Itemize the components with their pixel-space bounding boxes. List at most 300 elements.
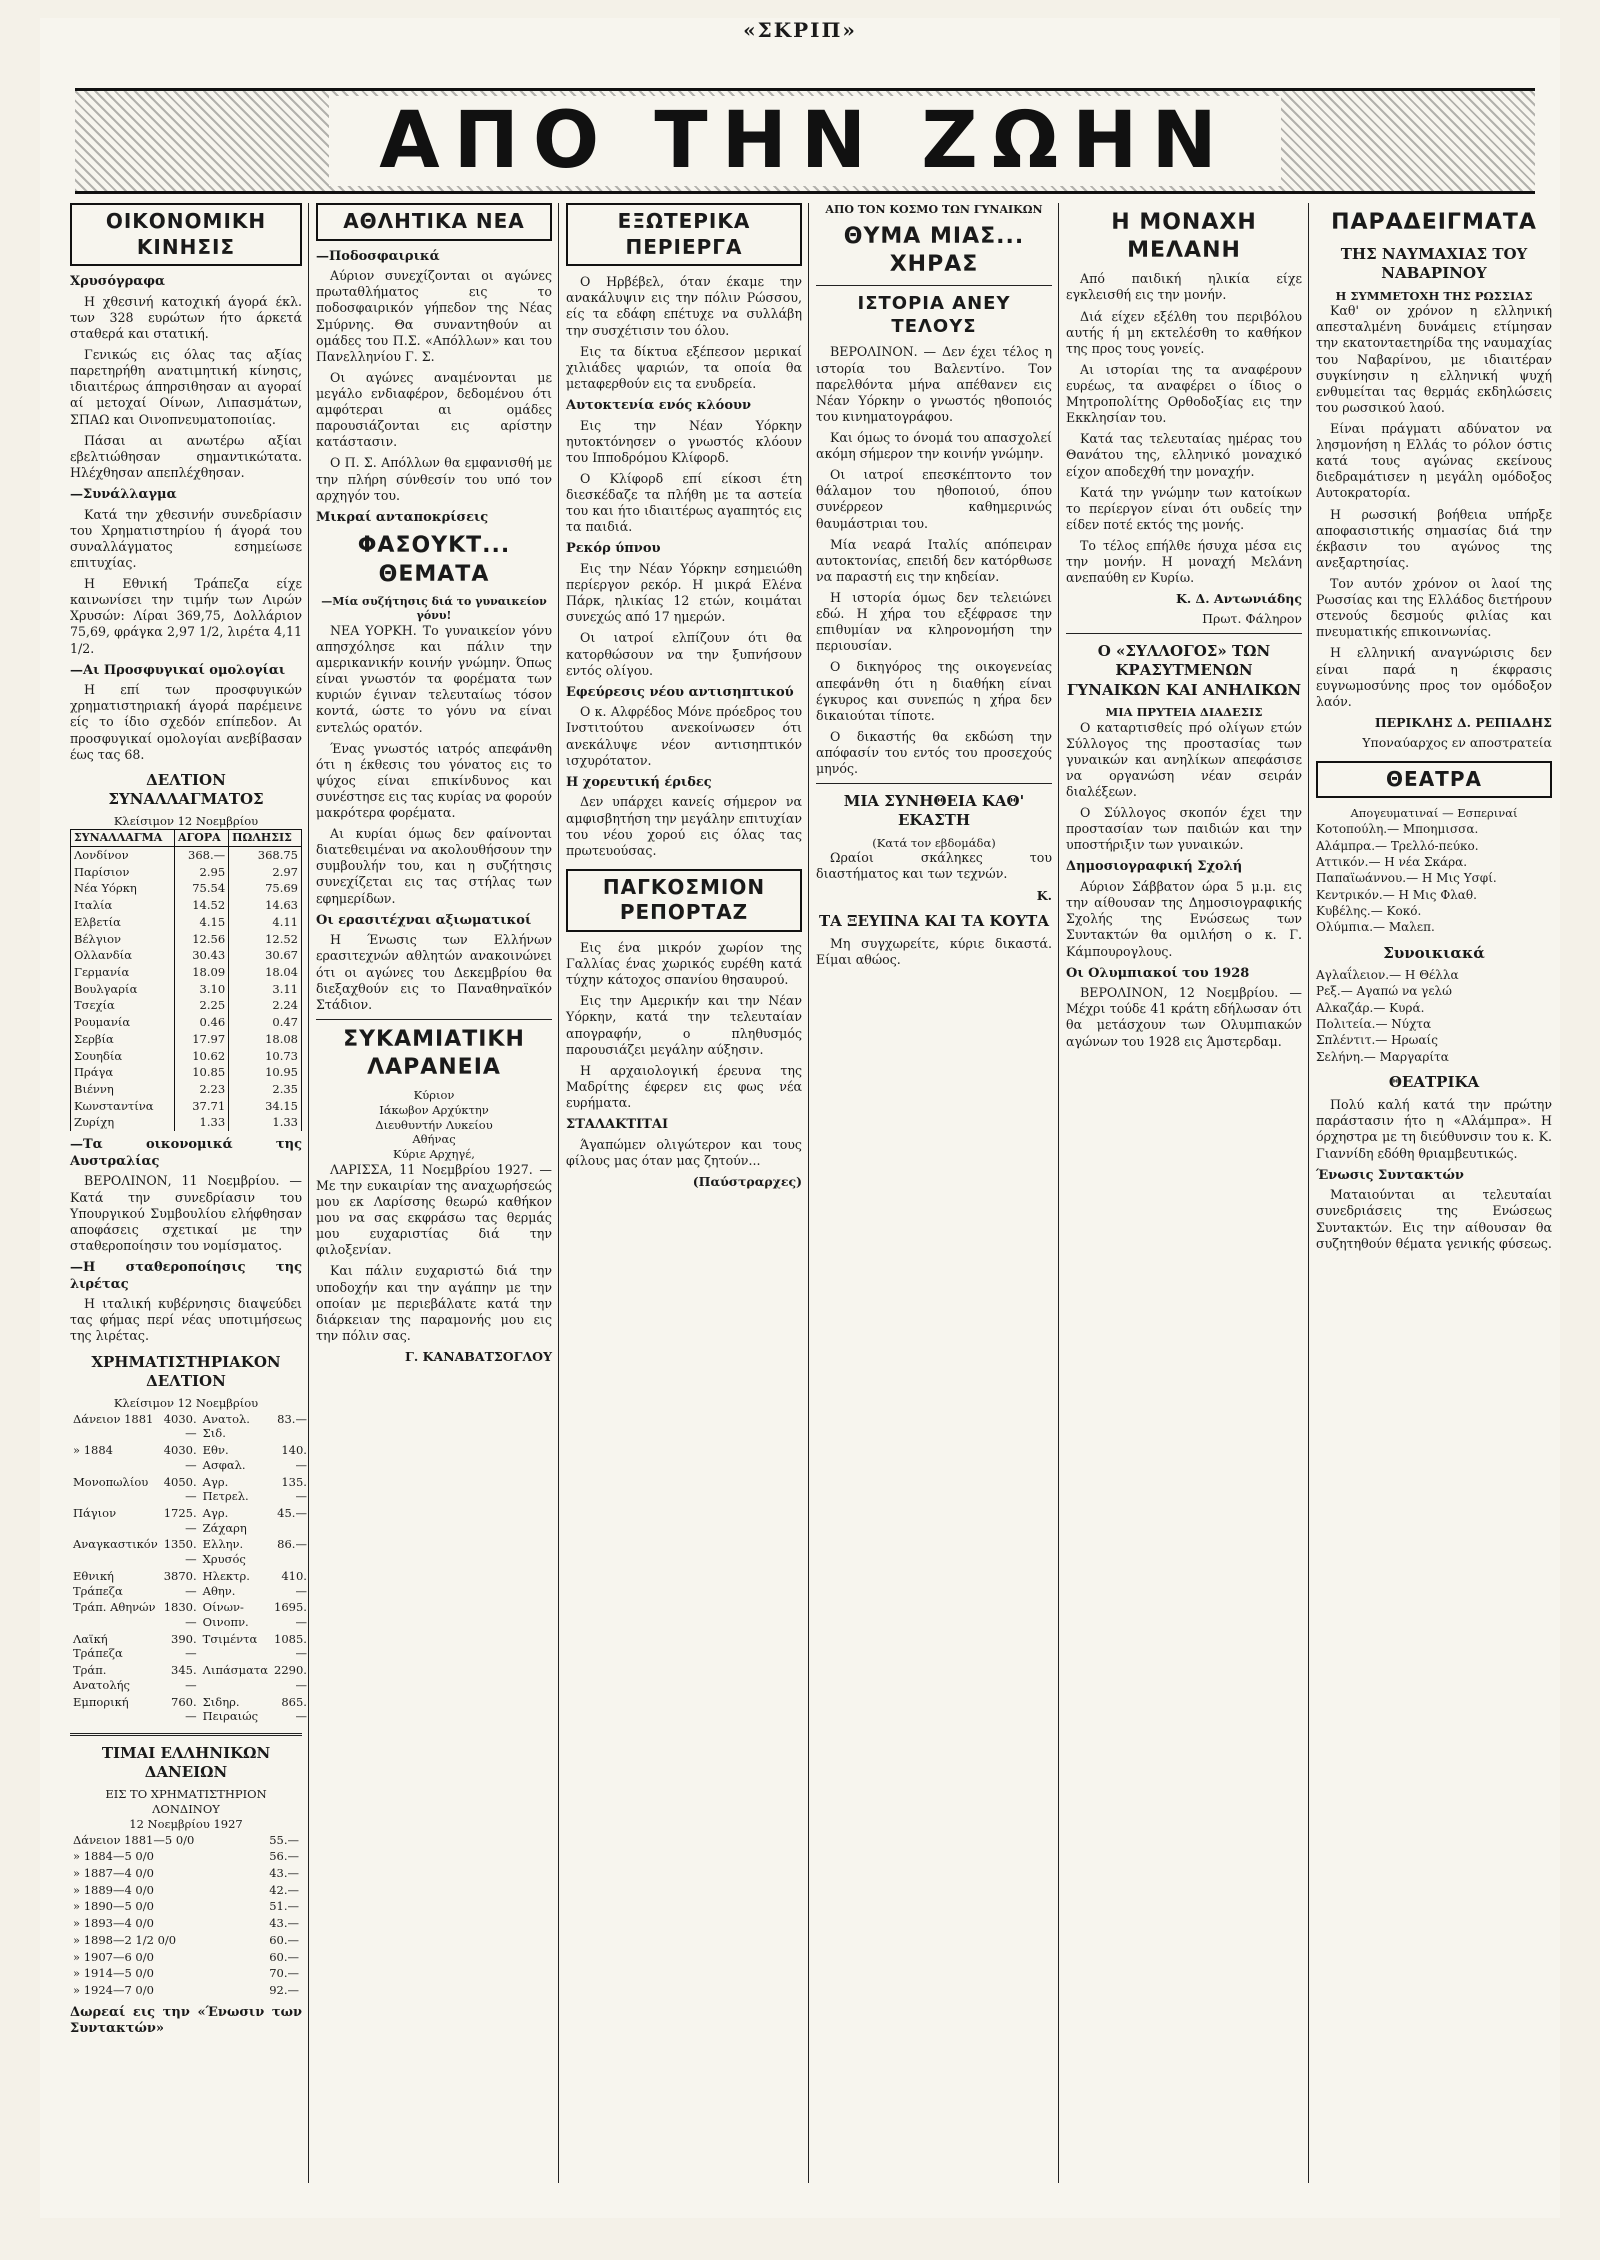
paragraph: Πάσαι αι ανωτέρω αξίαι εβελτιώθησαν σημαντικώτατα. Ηλέχθησαν απεπλέχθησαν. bbox=[70, 432, 302, 480]
table-cell: 2.24 bbox=[229, 997, 302, 1014]
table-cell: » 1890—5 0/0 bbox=[73, 1899, 154, 1914]
table-cell: » 1889—4 0/0 bbox=[73, 1882, 154, 1897]
paragraph: Η ρωσσική βοήθεια υπήρξε αποφασιστικής σημασίας διά την έκβασιν του αγώνος της ανεξαρτησίας. bbox=[1316, 506, 1552, 570]
subheading: —Ποδοσφαιρικά bbox=[316, 248, 440, 264]
paragraph: Και όμως το όνομά του απασχολεί ακόμη σήμερον την κοινήν γνώμην. bbox=[816, 430, 1052, 462]
stock-table-date: Κλείσιμον 12 Νοεμβρίου bbox=[113, 1395, 259, 1410]
table-cell: 1695.— bbox=[274, 1600, 307, 1629]
table-row bbox=[71, 1031, 302, 1048]
paragraph: Ωραίοι σκάληκες του διαστήματος και των τεχνών. bbox=[816, 850, 1052, 882]
paragraph: Δεν υπάρχει κανείς σήμερον να αμφισβητήση την μεγάλην επιτυχίαν του νέου χορού εις όλας τας πρωτευούσας. bbox=[566, 794, 802, 858]
table-cell: 70.— bbox=[269, 1966, 299, 1981]
table-cell: » 1924—7 0/0 bbox=[73, 1983, 154, 1998]
subheading: Ρεκόρ ύπνου bbox=[566, 541, 661, 557]
table-cell: 1725.— bbox=[163, 1505, 197, 1535]
list-item: Κυβέλης.— Κοκό. bbox=[1316, 903, 1422, 918]
paragraph: Ο κ. Αλφρέδος Μόνε πρόεδρος του Ινστιτούτου ανεκοίνωσεν ότι ανεκάλυψε νέον αντισηπτικόν ισχυρότατον. bbox=[566, 704, 802, 768]
table-row bbox=[71, 981, 302, 998]
paragraph: Ένας γνωστός ιατρός απεφάνθη ότι η έκθεσις του γόνατος εις το ψύχος είναι επικίνδυνος και συνέστησε εις τας κυρίας να φορούν μακρότερα φορέματα. bbox=[316, 740, 553, 821]
loans-subtitle: ΕΙΣ ΤΟ ΧΡΗΜΑΤΙΣΤΗΡΙΟΝ ΛΟΝΔΙΝΟΥ bbox=[105, 1787, 267, 1817]
subheading: ΣΤΑΛΑΚΤΙΤΑΙ bbox=[566, 1117, 669, 1133]
table-cell: 2.25 bbox=[174, 997, 228, 1014]
column-divider bbox=[1308, 203, 1309, 2183]
paragraph: ΒΕΡΟΛΙΝΟΝ, 11 Νοεμβρίου. — Κατά την συνεδρίασιν του Υπουργικού Συμβουλίου ελήφθησαν αποφάσεις σχετικαί με την σταθεροποίησιν του νομίσματος. bbox=[70, 1173, 302, 1253]
signature-note: Υποναύαρχος εν αποστρατεία bbox=[1362, 734, 1552, 750]
table-cell: 12.52 bbox=[229, 931, 302, 948]
paragraph: Πολύ καλή κατά την πρώτην παράστασιν ήτο η «Αλάμπρα». Η όρχηστρα με τη διεύθυνσιν του κ. Κ. Γιαννίδη εδόθη θριαμβευτικώς. bbox=[1316, 1097, 1552, 1161]
paragraph: Εις ένα μικρόν χωρίον της Γαλλίας ένας χωρικός ευρέθη κατά τύχην κάτοχος σπανίου θησαυρού. bbox=[566, 940, 802, 988]
section-heading: ΠΑΓΚΟΣΜΙΟΝ ΡΕΠΟΡΤΑΖ bbox=[566, 869, 802, 932]
table-row bbox=[71, 1098, 302, 1115]
letter-addressee: Ιάκωβον Αρχύκτην bbox=[379, 1102, 489, 1117]
table-cell: 2290.— bbox=[274, 1663, 307, 1692]
table-cell: Εθνική Τράπεζα bbox=[73, 1568, 123, 1598]
column-divider bbox=[808, 203, 809, 2183]
table-cell: 30.43 bbox=[174, 947, 228, 964]
table-cell: Ελβετία bbox=[71, 914, 175, 931]
table-cell: 42.— bbox=[269, 1882, 299, 1897]
paragraph: Η χθεσινή κατοχική άγορά έκλ. των 328 ευρώτων ήτο άρκετά σταθερά και στατική. bbox=[70, 293, 302, 342]
table-cell: 2.23 bbox=[174, 1081, 228, 1098]
table-cell: Μονοπωλίου bbox=[73, 1474, 149, 1489]
table-row bbox=[70, 1848, 302, 1865]
subheading: —Τα οικονομικά της Αυστραλίας bbox=[70, 1137, 302, 1169]
table-cell: 60.— bbox=[269, 1949, 299, 1964]
table-cell: 83.— bbox=[277, 1411, 307, 1426]
paragraph: Είναι πράγματι αδύνατον να λησμονήση η Ελλάς το ρόλον όστις κατά τους αγώνας εκείνους διεδραμάτισεν η μεγάλη ομόδοξος Αυτοκρατορία. bbox=[1316, 421, 1552, 501]
article-headline: ΠΑΡΑΔΕΙΓΜΑΤΑ bbox=[1331, 210, 1537, 235]
paragraph: Αι ιστορίαι της τα αναφέρουν ευρέως, τα αναφέρει ο ίδιος ο Μητροπολίτης Ορθοδοξίας εις την Εκκλησίαν του. bbox=[1066, 361, 1302, 426]
column-header: ΣΥΝΑΛΛΑΓΜΑ bbox=[71, 829, 175, 846]
table-cell: Βιέννη bbox=[71, 1081, 175, 1098]
table-cell: 1085.— bbox=[274, 1631, 307, 1661]
section-heading: ΘΕΑΤΡΑ bbox=[1316, 761, 1552, 799]
table-cell: 55.— bbox=[269, 1832, 299, 1847]
table-cell: Ολλανδία bbox=[71, 947, 175, 964]
loans-title: ΤΙΜΑΙ ΕΛΛΗΝΙΚΩΝ ΔΑΝΕΙΩΝ bbox=[101, 1744, 271, 1782]
table-cell: 4.15 bbox=[174, 914, 228, 931]
paragraph: Μία νεαρά Ιταλίς απόπειραν αυτοκτονίας, επειδή δεν κατόρθωσε να παραστή εις την κηδείαν. bbox=[816, 536, 1052, 584]
subheading: Ένωσις Συντακτών bbox=[1316, 1167, 1464, 1183]
article-headline: Η ΜΟΝΑΧΗ ΜΕΛΑΝΗ bbox=[1111, 210, 1257, 264]
table-cell: 140.— bbox=[281, 1443, 307, 1472]
loans-date: 12 Νοεμβρίου 1927 bbox=[129, 1816, 243, 1831]
table-cell: 75.54 bbox=[174, 880, 228, 897]
table-cell: 10.62 bbox=[174, 1048, 228, 1065]
banner-title: ΑΠΟ ΤΗΝ ΖΩΗΝ bbox=[379, 96, 1231, 186]
table-cell: 86.— bbox=[277, 1537, 307, 1552]
paragraph: Κατά την γνώμην των κατοίκων το περίεργον είναι ότι ουδείς την είδεν ποτέ εκτός της μονής. bbox=[1066, 484, 1302, 532]
table-row bbox=[70, 1442, 310, 1473]
table-cell: Σερβία bbox=[71, 1031, 175, 1048]
table-row bbox=[70, 1694, 310, 1725]
article-subheadline: ΙΣΤΟΡΙΑ ΑΝΕΥ ΤΕΛΟΥΣ bbox=[857, 293, 1011, 338]
list-item: Παπαϊωάννου.— Η Μις Υσφί. bbox=[1316, 871, 1497, 886]
paragraph: Οι ιατροί επεσκέπτοντο τον θάλαμον του ηθοποιού, όπου συνέρρεον καθημερινώς θαυμάστριαι του. bbox=[816, 467, 1052, 531]
table-cell: 18.09 bbox=[174, 964, 228, 981]
table-cell: Παρίσιον bbox=[71, 864, 175, 881]
section-heading: ΑΘΛΗΤΙΚΑ ΝΕΑ bbox=[316, 203, 552, 241]
subheading: Αυτοκτενία ενός κλόουν bbox=[566, 397, 752, 413]
table-row bbox=[70, 1536, 310, 1567]
signature-note: Πρωτ. Φάληρον bbox=[1202, 611, 1302, 627]
table-row bbox=[70, 1599, 310, 1630]
table-cell: Βουλγαρία bbox=[71, 981, 175, 998]
table-cell: Σουηδία bbox=[71, 1048, 175, 1065]
article-headline: Ο «ΣΥΛΛΟΓΟΣ» ΤΩΝ ΚΡΑΣΥΤΜΕΝΩΝ ΓΥΝΑΙΚΩΝ ΚΑΙ ΑΝΗΛΙΚΩΝ bbox=[1066, 642, 1302, 699]
table-cell: Τράπ. Αθηνών bbox=[73, 1600, 156, 1615]
table-cell: » 1898—2 1/2 0/0 bbox=[73, 1932, 177, 1947]
theatre-list bbox=[1316, 968, 1552, 1065]
signature: Κ. bbox=[1036, 887, 1052, 903]
table-cell: 10.85 bbox=[174, 1064, 228, 1081]
article-kicker: Η ΣΥΜΜΕΤΟΧΗ ΤΗΣ ΡΩΣΣΙΑΣ bbox=[1335, 288, 1533, 303]
table-cell: 14.63 bbox=[229, 897, 302, 914]
table-cell: 135.— bbox=[281, 1474, 307, 1504]
table-cell: Λαϊκή Τράπεζα bbox=[73, 1631, 123, 1661]
table-cell: 43.— bbox=[269, 1866, 299, 1880]
divider bbox=[816, 783, 1052, 784]
table-row bbox=[70, 1568, 310, 1599]
table-cell: 760.— bbox=[171, 1694, 197, 1724]
table-cell: Νέα Υόρκη bbox=[71, 880, 175, 897]
table-cell: 30.67 bbox=[229, 947, 302, 964]
table-row bbox=[70, 1662, 310, 1693]
subheading: Δωρεαί εις την «Ένωσιν των Συντακτών» bbox=[70, 2004, 302, 2037]
paragraph: Άγαπώμεν ολιγώτερον και τους φίλους μας όταν μας ζητούν... bbox=[566, 1136, 802, 1168]
paragraph: Η αρχαιολογική έρευνα της Μαδρίτης έφερεν εις φως νέα ευρήματα. bbox=[566, 1062, 802, 1111]
table-cell: 4050.— bbox=[163, 1474, 197, 1504]
table-cell: Βέλγιον bbox=[71, 931, 175, 948]
banner-title-box bbox=[329, 96, 1280, 186]
table-cell: Αγρ. Πετρελ. bbox=[202, 1474, 249, 1504]
paragraph: Ματαιούνται αι τελευταίαι συνεδριάσεις της Ενώσεως Συντακτών. Εις την αίθουσαν θα συζητηθούν θέματα γενικής φύσεως. bbox=[1316, 1187, 1552, 1251]
paragraph: ΛΑΡΙΣΣΑ, 11 Νοεμβρίου 1927. — Με την ευκαιρίαν της αναχωρήσεώς μου εκ Λαρίσσης θεωρώ καθήκον μου να σας εκφράσω τας θερμάς μου ευχαριστίας διά την φιλοξενίαν. bbox=[316, 1161, 552, 1258]
subheading: Εφεύρεσις νέου αντισηπτικού bbox=[566, 684, 794, 700]
theatre-list bbox=[1316, 822, 1552, 936]
table-cell: 45.— bbox=[277, 1505, 307, 1520]
paragraph: Αύριον συνεχίζονται οι αγώνες πρωταθλήματος εις το ποδοσφαιρικόν γήπεδον της Νέας Σμύρνης. Θα συναντηθούν αι ομάδες του Π.Σ. «Απόλλων» και του Πανελληνίου Γ. Σ. bbox=[316, 268, 552, 364]
table-cell: 10.73 bbox=[229, 1048, 302, 1065]
table-cell: 2.95 bbox=[174, 864, 228, 881]
table-row bbox=[70, 1898, 302, 1915]
list-item: Αλάμπρα.— Τρελλό-πεύκο. bbox=[1316, 838, 1479, 853]
paragraph: ΒΕΡΟΛΙΝΟΝ, 12 Νοεμβρίου. — Μέχρι τούδε 41 κράτη εδήλωσαν ότι θα μετάσχουν των Ολυμπιακών αγώνων του 1928 εις Άμστερδαμ. bbox=[1066, 985, 1302, 1049]
column-economy bbox=[70, 203, 307, 2183]
divider bbox=[316, 1019, 552, 1020]
table-cell: 368.— bbox=[174, 846, 228, 863]
table-cell: 10.95 bbox=[229, 1064, 302, 1081]
section-kicker: ΑΠΟ ΤΟΝ ΚΟΣΜΟ ΤΩΝ ΓΥΝΑΙΚΩΝ bbox=[825, 203, 1043, 216]
paragraph: ΒΕΡΟΛΙΝΟΝ. — Δεν έχει τέλος η ιστορία του Βαλεντίνο. Τον παρελθόντα μήνα απέθανεν εις Νέαν Υόρκην ο γνωστός ηθοποιός του κινηματογράφου. bbox=[816, 344, 1052, 424]
table-row bbox=[71, 1064, 302, 1081]
list-item: Κεντρικόν.— Η Μις Φλαθ. bbox=[1316, 887, 1477, 902]
exchange-table-date: Κλείσιμον 12 Νοεμβρίου bbox=[113, 814, 259, 829]
table-cell: Γερμανία bbox=[71, 964, 175, 981]
table-cell: Ρουμανία bbox=[71, 1014, 175, 1031]
table-cell: 390.— bbox=[171, 1631, 197, 1661]
table-cell: Ηλεκτρ. Αθην. bbox=[202, 1568, 250, 1598]
table-cell: 3870.— bbox=[163, 1568, 197, 1598]
subheading: ΘΕΑΤΡΙΚΑ bbox=[1388, 1073, 1480, 1092]
table-cell: 4030.— bbox=[163, 1443, 197, 1472]
subheading: Απογευματιναί — Εσπεριναί bbox=[1350, 806, 1518, 821]
paragraph: Η Εθνική Τράπεζα είχε καινωνίσει την τιμήν των Λιρών Χρυσών: Λίραι 369,75, Δολλάριον 75,69, φράγκα 2,97 1/2, λιρέτα 4,11 1/2. bbox=[70, 576, 302, 656]
table-cell: 75.69 bbox=[229, 880, 302, 897]
subheading: Δημοσιογραφική Σχολή bbox=[1066, 859, 1243, 875]
table-cell: 12.56 bbox=[174, 931, 228, 948]
table-cell: 14.52 bbox=[174, 897, 228, 914]
subheading: —Συνάλλαγμα bbox=[70, 487, 177, 503]
column-navarino bbox=[1316, 203, 1552, 2183]
table-cell: 18.08 bbox=[229, 1031, 302, 1048]
table-cell: 410.— bbox=[281, 1568, 307, 1598]
paragraph: Τον αυτόν χρόνον οι λαοί της Ρωσσίας και της Ελλάδος διετήρουν στενούς δεσμούς φιλίας και πνευματικής επικοινωνίας. bbox=[1316, 576, 1552, 640]
table-cell: Λονδίνον bbox=[71, 846, 175, 863]
table-cell: 0.47 bbox=[229, 1014, 302, 1031]
table-row bbox=[71, 997, 302, 1014]
table-row bbox=[70, 1882, 302, 1899]
table-row bbox=[70, 1474, 310, 1505]
subheading: —Αι Προσφυγικαί ομολογίαι bbox=[70, 662, 286, 678]
table-cell: 92.— bbox=[269, 1983, 299, 1998]
table-row bbox=[70, 1915, 302, 1932]
table-row bbox=[70, 1832, 302, 1849]
paragraph: Ο δικηγόρος της οικογενείας απεφάνθη ότι η διαθήκη είναι έγκυρος και συνεπώς η χήρα δεν δικαιούται τίποτε. bbox=[816, 659, 1052, 723]
paragraph: Η επί των προσφυγικών χρηματιστηριακή άγορά παρέμεινε είς το ίδιο σχεδόν επίπεδον. Αι προσφυγικαί ομολογίαι ανεβίβασαν έως τας 68. bbox=[70, 682, 302, 762]
table-cell: 345.— bbox=[171, 1663, 197, 1692]
article-headline: ΘΥΜΑ ΜΙΑΣ... ΧΗΡΑΣ bbox=[843, 224, 1025, 278]
article-headline: ΣΥΚΑΜΙΑΤΙΚΗ ΛΑΡΑΝΕΙΑ bbox=[343, 1026, 525, 1081]
paragraph: Η ελληνική αναγνώρισις δεν είναι παρά η έκφρασις ευγνωμοσύνης προς τον ομόδοξον λαόν. bbox=[1316, 645, 1552, 709]
list-item: Κοτοπούλη.— Μποημισσα. bbox=[1316, 822, 1479, 837]
subheading: Οι ερασιτέχναι αξιωματικοί bbox=[316, 912, 532, 928]
table-cell: 1830.— bbox=[163, 1600, 197, 1629]
paragraph: Καθ' ον χρόνον η ελληνική απεσταλμένη δυνάμεις ετίμησαν την εκατονταετηρίδα της ναυμαχίας του Ναβαρίνου, με ιδιαιτέραν συγκίνησιν η ελληνική ψυχή ενθυμείται τας θερμάς εκδηλώσεις του ρωσσικού λαού. bbox=[1316, 303, 1552, 415]
subheading: Η χορευτική έριδες bbox=[566, 774, 712, 790]
paragraph: Εις τα δίκτυα εξέπεσον μερικαί χιλιάδες ψαριών, τα οποία θα μεταφερθούν εις τα ενυδρεία. bbox=[566, 343, 802, 391]
table-row bbox=[71, 1081, 302, 1098]
list-item: Ολύμπια.— Μαλεπ. bbox=[1316, 920, 1435, 935]
table-row bbox=[71, 947, 302, 964]
paragraph: Εις την Νέαν Υόρκην ηυτοκτόνησεν ο γνωστός κλόουν του Ιπποδρόμου Κλίφορδ. bbox=[566, 417, 802, 465]
table-row bbox=[70, 1982, 302, 1999]
paragraph: Ο δικαστής θα εκδώση την απόφασίν του εντός του προσεχούς μηνός. bbox=[816, 728, 1052, 777]
table-cell: 1350.— bbox=[163, 1537, 197, 1567]
column-divider bbox=[308, 203, 309, 2183]
paragraph: Κατά την χθεσινήν συνεδρίασιν του Χρηματιστηρίου ή άγορά του συναλλάγματος εσημείωσε επιτυχίας. bbox=[70, 506, 302, 570]
paragraph: Εις την Αμερικήν και την Νέαν Υόρκην, κατά την τελευταίαν απογραφήν, ο πληθυσμός παρουσιάζει μεγάλην αύξησιν. bbox=[566, 993, 802, 1057]
table-cell: Αναγκαστικόν bbox=[73, 1537, 158, 1552]
table-row bbox=[71, 1114, 302, 1131]
column-header: ΑΓΟΡΑ bbox=[174, 829, 228, 846]
table-cell: 3.10 bbox=[174, 981, 228, 998]
paragraph: Ο Σύλλογος σκοπόν έχει την προστασίαν των παιδιών και την υποστήριξιν των γυναικών. bbox=[1066, 805, 1302, 853]
letter-addressee: Διευθυντήν Λυκείου bbox=[375, 1117, 493, 1132]
list-item: Αττικόν.— Η νέα Σκάρα. bbox=[1316, 854, 1468, 869]
signature: (Παύστραρχες) bbox=[692, 1173, 802, 1189]
table-cell: 37.71 bbox=[174, 1098, 228, 1115]
paragraph: Εις την Νέαν Υόρκην εσημειώθη περίεργον ρεκόρ. Η μικρά Ελένα Πάρκ, ηλικίας 12 ετών, κοιμάται συνεχώς από 17 ημερών. bbox=[566, 560, 802, 625]
paragraph: Μη συγχωρείτε, κύριε δικαστά. Είμαι αθώος. bbox=[816, 935, 1052, 967]
paragraph: Οι ιατροί ελπίζουν ότι θα κατορθώσουν να την ξυπνήσουν εντός ολίγου. bbox=[566, 630, 802, 678]
article-headline: ΤΑ ΞΕΥΠΝΑ ΚΑΙ ΤΑ ΚΟΥΤΑ bbox=[818, 911, 1049, 930]
table-row bbox=[70, 1631, 310, 1662]
table-cell: Αγρ. Ζάχαρη bbox=[202, 1505, 247, 1535]
article-headline: ΜΙΑ ΣΥΝΗΘΕΙΑ ΚΑΘ' ΕΚΑΣΤΗ bbox=[843, 792, 1025, 830]
table-cell: 43.— bbox=[269, 1916, 299, 1931]
subheading: Μικραί ανταποκρίσεις bbox=[316, 509, 489, 525]
paragraph: Ο καταρτισθείς πρό ολίγων ετών Σύλλογος της προστασίας των γυναικών και ανηλίκων απεφάσισε να οργανώση νέαν σειράν διαλέξεων. bbox=[1066, 719, 1302, 799]
divider bbox=[1066, 633, 1302, 634]
table-cell: » 1893—4 0/0 bbox=[73, 1916, 154, 1931]
paragraph: Γενικώς εις όλας τας αξίας παρετηρήθη ανατιμητική κίνησις, ιδιαιτέρως άπηρσιθησαν αι αγοραί αί μετοχαί Οίνων, Λιπασμάτων, ΣΠΑΩ και Οινοπνευματοποιίας. bbox=[70, 347, 302, 427]
subheading: Οι Ολυμπιακοί του 1928 bbox=[1066, 965, 1250, 981]
section-heading: ΟΙΚΟΝΟΜΙΚΗ ΚΙΝΗΣΙΣ bbox=[70, 203, 302, 266]
column-women bbox=[816, 203, 1052, 2183]
table-row bbox=[70, 1865, 302, 1882]
masthead: «ΣΚΡΙΠ» bbox=[743, 18, 857, 42]
exchange-table-body bbox=[71, 846, 302, 1131]
article-kicker: —Μία συζήτησις διά το γυναικείον γόνυ! bbox=[321, 594, 547, 622]
signature: Γ. ΚΑΝΑΒΑΤΣΟΓΛΟΥ bbox=[405, 1348, 552, 1364]
letter-salutation: Κύριε Αρχηγέ, bbox=[393, 1147, 475, 1162]
table-cell: Σιδηρ. Πειραιώς bbox=[202, 1694, 259, 1724]
column-divider bbox=[1058, 203, 1059, 2183]
paragraph: Οι αγώνες αναμένονται με μεγάλο ενδιαφέρον, δεδομένου ότι αμφότεραι αι ομάδες παρουσιάζονται εις αρίστην κατάστασιν. bbox=[316, 369, 552, 450]
subheading: Χρυσόγραφα bbox=[70, 274, 166, 290]
paragraph: Ο Ηρβέβελ, όταν έκαμε την ανακάλυψιν εις την πόλιν Ρώσσου, είς τα εδάφη επέτυχε να συλλάβη την συσχέτισιν του όλου. bbox=[566, 274, 802, 338]
table-cell: 4030.— bbox=[163, 1411, 197, 1441]
column-nun bbox=[1066, 203, 1302, 2183]
table-cell: 2.97 bbox=[229, 864, 302, 881]
table-row bbox=[71, 897, 302, 914]
table-cell: 865.— bbox=[281, 1694, 307, 1724]
table-row bbox=[71, 864, 302, 881]
subheading: Συνοικιακά bbox=[1383, 943, 1485, 962]
table-cell: 34.15 bbox=[229, 1098, 302, 1115]
table-cell: 17.97 bbox=[174, 1031, 228, 1048]
stock-table-title: ΧΡΗΜΑΤΙΣΤΗΡΙΑΚΟΝ ΔΕΛΤΙΟΝ bbox=[91, 1352, 281, 1390]
exchange-table bbox=[70, 829, 302, 1131]
section-heading: ΕΞΩΤΕΡΙΚΑ ΠΕΡΙΕΡΓΑ bbox=[566, 203, 802, 266]
table-cell: Οίνων-Οινοπν. bbox=[202, 1600, 249, 1629]
article-kicker: (Κατά τον εβδομάδα) bbox=[872, 835, 996, 850]
banner bbox=[75, 88, 1535, 194]
table-cell: 1.33 bbox=[229, 1114, 302, 1131]
column-divider bbox=[558, 203, 559, 2183]
letter-addressee: Αθήνας bbox=[412, 1132, 456, 1147]
subheading: —Η σταθεροποίησις της λιρέτας bbox=[70, 1259, 302, 1292]
table-cell: » 1914—5 0/0 bbox=[73, 1966, 154, 1981]
paragraph: Ο Π. Σ. Απόλλων θα εμφανισθή με την πλήρη σύνθεσίν του υπό τον αρχηγόν του. bbox=[316, 455, 552, 503]
list-item: Αγλαΐλειον.— Η Θέλλα bbox=[1316, 967, 1459, 982]
table-cell: Λιπάσματα bbox=[202, 1663, 269, 1678]
paragraph: ΝΕΑ ΥΟΡΚΗ. Το γυναικείον γόνυ απησχόλησε και πάλιν την αμερικανικήν κοινήν γνώμην. Όπως είναι γνωστόν τα φορέματα των κυριών έγιναν τελευταίως τόσον κοντά, ώστε το γόνυ να είναι εντελώς ορατόν. bbox=[316, 622, 552, 735]
table-cell: Κωνσταντίνα bbox=[71, 1098, 175, 1115]
divider bbox=[816, 285, 1052, 286]
table-cell: Ιταλία bbox=[71, 897, 175, 914]
table-row bbox=[70, 1505, 310, 1536]
table-cell: Τσεχία bbox=[71, 997, 175, 1014]
table-row bbox=[71, 1048, 302, 1065]
exchange-table-title: ΔΕΛΤΙΟΝ ΣΥΝΑΛΛΑΓΜΑΤΟΣ bbox=[108, 770, 264, 808]
table-cell: 18.04 bbox=[229, 964, 302, 981]
article-subheadline: ΤΗΣ ΝΑΥΜΑΧΙΑΣ ΤΟΥ ΝΑΒΑΡΙΝΟΥ bbox=[1340, 245, 1528, 283]
paragraph: Το τέλος επήλθε ήσυχα μέσα εις την μονήν. Η μοναχή Μελάνη ανεπαύθη εν Κυρίω. bbox=[1066, 537, 1302, 586]
table-cell: 4.11 bbox=[229, 914, 302, 931]
list-item: Ρεξ.— Αγαπώ να γελώ bbox=[1316, 984, 1452, 999]
table-cell: 1.33 bbox=[174, 1114, 228, 1131]
newspaper-page bbox=[40, 18, 1560, 2218]
table-cell: 2.35 bbox=[229, 1081, 302, 1098]
table-row bbox=[70, 1411, 310, 1442]
table-cell: » 1884—5 0/0 bbox=[73, 1849, 154, 1864]
table-cell: » 1907—6 0/0 bbox=[73, 1949, 154, 1964]
paragraph: Και πάλιν ευχαριστώ διά την υποδοχήν και την αγάπην με την οποίαν με περιεβάλατε κατά την διάρκειαν της παραμονής μου εις την πόλιν σας. bbox=[316, 1263, 552, 1343]
list-item: Σπλέντιτ.— Ηρωαίς bbox=[1316, 1033, 1438, 1048]
table-cell: 368.75 bbox=[229, 846, 302, 863]
list-item: Πολιτεία.— Νύχτα bbox=[1316, 1016, 1432, 1031]
table-cell: Ανατολ. Σιδ. bbox=[202, 1411, 250, 1441]
loans-table bbox=[70, 1832, 302, 1999]
table-cell: Δάνειον 1881 bbox=[73, 1411, 154, 1426]
table-row bbox=[71, 846, 302, 863]
table-cell: Τσιμέντα bbox=[202, 1631, 258, 1646]
table-cell: » 1884 bbox=[73, 1443, 113, 1458]
table-cell: 3.11 bbox=[229, 981, 302, 998]
signature: Κ. Δ. Αντωνιάδης bbox=[1175, 591, 1302, 607]
table-cell: 60.— bbox=[269, 1932, 299, 1947]
list-item: Αλκαζάρ.— Κυρά. bbox=[1316, 1000, 1425, 1015]
table-cell: 56.— bbox=[269, 1849, 299, 1864]
divider bbox=[70, 1733, 302, 1736]
table-cell: Εθν. Ασφαλ. bbox=[202, 1443, 246, 1472]
table-cell: Πράγα bbox=[71, 1064, 175, 1081]
table-row bbox=[71, 1014, 302, 1031]
table-cell: Δάνειον 1881—5 0/0 bbox=[73, 1832, 195, 1847]
table-row bbox=[70, 1932, 302, 1949]
paragraph: Αύριον Σάββατον ώρα 5 μ.μ. εις την αίθουσαν της Δημοσιογραφικής Σχολής της Ενώσεως των Συντακτών θα ομιλήση ο κ. Γ. Κάμπουρογλους. bbox=[1066, 879, 1302, 959]
paragraph: Η ιστορία όμως δεν τελειώνει εδώ. Η χήρα του εξέφρασε την επιθυμίαν να κληρονομήση την περιουσίαν. bbox=[816, 589, 1052, 654]
column-foreign-curiosities bbox=[566, 203, 802, 2183]
letter-addressee: Κύριον bbox=[413, 1088, 455, 1103]
table-cell: Πάγιον bbox=[73, 1505, 117, 1520]
table-cell: Ζυρίχη bbox=[71, 1114, 175, 1131]
signature: ΠΕΡΙΚΛΗΣ Δ. ΡΕΠΙΑΔΗΣ bbox=[1374, 714, 1552, 730]
table-row bbox=[70, 1949, 302, 1966]
table-row bbox=[71, 914, 302, 931]
table-cell: Ελλην. Χρυσός bbox=[202, 1537, 246, 1567]
paragraph: Η Ένωσις των Ελλήνων ερασιτεχνών αθλητών ανακοινώνει ότι οι αγώνες του Δεκεμβρίου θα διεξαχθούν εις το Παναθηναϊκόν Στάδιον. bbox=[316, 932, 552, 1012]
article-headline: ΦΑΣΟΥΚΤ... ΘΕΜΑΤΑ bbox=[357, 533, 511, 587]
table-row bbox=[71, 964, 302, 981]
column-sports bbox=[316, 203, 552, 2183]
paragraph: Κατά τας τελευταίας ημέρας του Θανάτου της, ελληνικό μοναχικό είχον αποδεχθή την μοναχήν. bbox=[1066, 431, 1302, 479]
paragraph: Αι κυρίαι όμως δεν φαίνονται διατεθειμέναι να ακολουθήσουν την συμβουλήν του, και η συζήτησις συνεχίζεται εις τας στήλας των εφημερίδων. bbox=[316, 826, 552, 906]
paragraph: Η ιταλική κυβέρνησις διαψεύδει τας φήμας περί νέας υποτιμήσεως της λιρέτας. bbox=[70, 1296, 302, 1344]
paragraph: Ο Κλίφορδ επί είκοσι έτη διεσκέδαζε τα πλήθη με τα αστεία του και ήτο ιδιαιτέρως αγαπητός εις τα παιδιά. bbox=[566, 470, 802, 535]
table-cell: Τράπ. Ανατολής bbox=[73, 1663, 130, 1692]
stock-table bbox=[70, 1411, 310, 1725]
paragraph: Από παιδική ηλικία είχε εγκλεισθή εις την μονήν. bbox=[1066, 271, 1302, 303]
table-row bbox=[70, 1965, 302, 1982]
table-cell: 0.46 bbox=[174, 1014, 228, 1031]
table-row bbox=[71, 931, 302, 948]
table-cell: 51.— bbox=[269, 1899, 299, 1914]
table-row bbox=[71, 880, 302, 897]
paragraph: Διά είχεν εξέλθη του περιβόλου αυτής ή μη εκτελέσθη το καθήκον της προς τους γονείς. bbox=[1066, 308, 1302, 356]
